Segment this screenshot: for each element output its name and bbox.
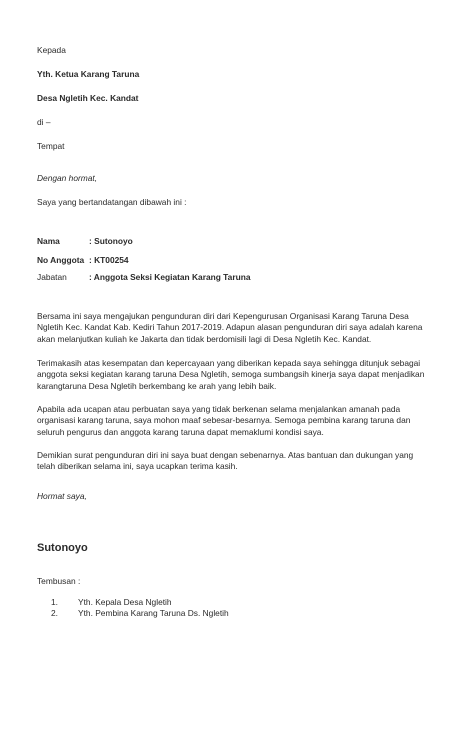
signature-name: Sutonoyo [37, 542, 88, 554]
body-paragraph [37, 358, 447, 392]
recipient-title: Yth. Ketua Karang Taruna [37, 69, 140, 79]
identity-label: Nama [37, 236, 60, 246]
paragraph-line: organisasi karang taruna, saya mohon maaf sebesar-besarnya. Semoga pembina karang taruna dan [37, 415, 411, 426]
identity-value: : Anggota Seksi Kegiatan Karang Taruna [89, 272, 251, 282]
paragraph-line: telah diberikan selama ini, saya ucapkan terima kasih. [37, 461, 238, 472]
identity-label: No Anggota [37, 255, 85, 265]
body-paragraph [37, 404, 447, 438]
body-paragraph [37, 311, 447, 345]
body-paragraph [37, 450, 447, 473]
paragraph-line: Apabila ada ucapan atau perbuatan saya yang tidak berkenan selama menjalankan amanah pada [37, 404, 401, 414]
intro-text: Saya yang bertandatangan dibawah ini : [37, 197, 187, 207]
identity-position-row [37, 272, 250, 283]
identity-member-row [37, 255, 129, 266]
recipient-place: Tempat [37, 141, 65, 151]
salutation: Dengan hormat, [37, 173, 98, 183]
cc-list [37, 597, 229, 620]
cc-label: Tembusan : [37, 576, 81, 586]
recipient-di: di – [37, 117, 51, 127]
recipient-kepada: Kepada [37, 45, 66, 55]
list-item [37, 608, 229, 619]
cc-text: Yth. Pembina Karang Taruna Ds. Ngletih [78, 608, 229, 619]
paragraph-line: Demikian surat pengunduran diri ini saya buat dengan sebenarnya. Atas bantuan dan dukungan yang [37, 450, 414, 460]
recipient-village: Desa Ngletih Kec. Kandat [37, 93, 139, 103]
identity-name-row [37, 236, 133, 247]
cc-text: Yth. Kepala Desa Ngletih [78, 597, 172, 607]
paragraph-line: karangtaruna Desa Ngletih berkembang ke arah yang lebih baik. [37, 380, 277, 391]
identity-value: : KT00254 [89, 255, 129, 265]
cc-number: 1. [51, 597, 58, 607]
identity-value: : Sutonoyo [89, 236, 133, 246]
paragraph-line: Terimakasih atas kesempatan dan kepercayaan yang diberikan kepada saya sehingga ditunjuk sebagai [37, 358, 421, 368]
paragraph-line: akan melanjutkan kuliah ke Jakarta dan tidak berdomisili lagi di Desa Ngletih Kec. Kandat. [37, 333, 372, 344]
paragraph-line: Bersama ini saya mengajukan pengunduran diri dari Kepengurusan Organisasi Karang Taruna Desa [37, 311, 409, 321]
identity-label: Jabatan [37, 272, 67, 282]
paragraph-line: anggota seksi kegiatan karang taruna Desa Ngletih, semoga sumbangsih kinerja saya dapat menjadikan [37, 369, 425, 380]
paragraph-line: seluruh pengurus dan anggota karang taruna dapat memaklumi kondisi saya. [37, 426, 324, 437]
closing: Hormat saya, [37, 491, 87, 501]
list-item [37, 597, 229, 608]
cc-number: 2. [51, 608, 58, 619]
paragraph-line: Ngletih Kec. Kandat Kab. Kediri Tahun 2017-2019. Adapun alasan pengunduran diri saya adalah karena [37, 322, 423, 333]
